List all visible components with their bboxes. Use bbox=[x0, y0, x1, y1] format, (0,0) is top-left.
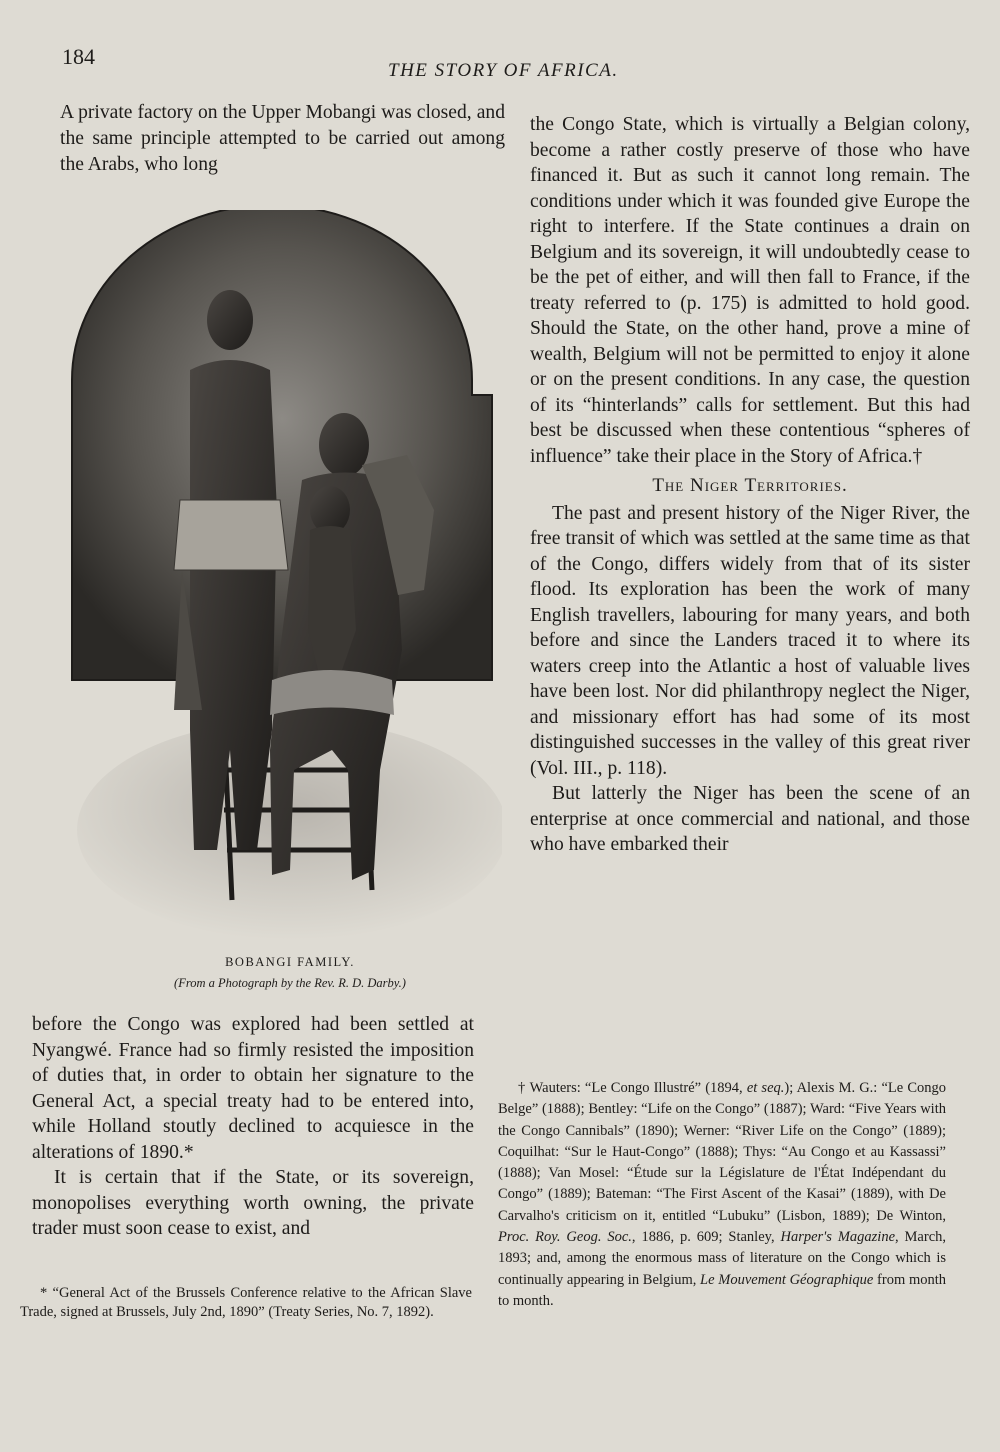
left-column-top bbox=[60, 100, 505, 178]
footnote-text: † Wauters: “Le Congo Illustré” (1894, bbox=[518, 1080, 747, 1096]
caption-credit: (From a Photograph by the Rev. R. D. Darby.) bbox=[174, 976, 406, 990]
footnote-left: * “General Act of the Brussels Conference relative to the African Slave Trade, signed at Brussels, July 2nd, 1890” (Treaty Series, No. 7, 1892). bbox=[20, 1285, 472, 1320]
footnote-text: , March, 1893; and, among the enormous mass of literature on the Congo which is continually appearing in Belgium, bbox=[498, 1229, 947, 1288]
footnote-italic: Proc. Roy. Geog. Soc. bbox=[498, 1229, 632, 1246]
bobangi-family-photograph bbox=[62, 210, 502, 950]
paragraph: It is certain that if the State, or its sovereign, monopolises everything worth owning, the private trader must soon cease to exist, and bbox=[32, 1167, 474, 1239]
section-heading: The Niger Territories. bbox=[652, 475, 848, 496]
paragraph: the Congo State, which is virtually a Belgian colony, become a rather costly preserve of those who have financed it. But as such it cannot long remain. The conditions under which it was founded give Europe the right to interfere. If the State continues a drain on Belgium and its sovereign, it will undoubtedly cease to be the pet of either, and will then fall to France, if the treaty referred to (p. 175) is admitted to hold good. Should the State, on the other hand, prove a mine of wealth, Belgium will not be permitted to enjoy it alone or on the present conditions. In any case, the question of its “hinterlands” calls for settlement. But this had best be discussed when these contentious “spheres of influence” take their place in the Story of Africa.† bbox=[530, 114, 970, 467]
footnote-italic: et seq. bbox=[746, 1080, 785, 1096]
left-column-bottom bbox=[32, 1012, 474, 1242]
paragraph: A private factory on the Upper Mobangi was closed, and the same principle attempted to be carried out among the Arabs, who long bbox=[60, 102, 505, 175]
footnote-right bbox=[498, 1078, 946, 1312]
page-number: 184 bbox=[62, 44, 95, 69]
footnote-italic: Harper's Magazine bbox=[780, 1229, 896, 1246]
running-head: THE STORY OF AFRICA. bbox=[388, 60, 619, 81]
caption-title: BOBANGI FAMILY. bbox=[225, 955, 355, 969]
footnote-text: , 1886, p. 609; Stanley, bbox=[631, 1229, 781, 1246]
paragraph: before the Congo was explored had been settled at Nyangwé. France had so firmly resisted the imposition of duties that, in order to obtain her signature to the General Act, a special treaty had to be entered into, while Holland stoutly declined to acquiesce in the alterations of 1890.* bbox=[32, 1014, 474, 1163]
photograph-figure bbox=[62, 210, 502, 950]
footnote-italic: Le Mouvement Géographique bbox=[700, 1271, 874, 1288]
paragraph: The past and present history of the Niger River, the free transit of which was settled at the same time as that of the Congo, differs widely from that of its sister flood. Its exploration has been the work of many English travellers, labouring for many years, and both before and since the Landers traced it to where its waters creep into the Atlantic a host of valuable lives have been lost. Nor did philanthropy neglect the Niger, and missionary effort has had some of its most distinguished successes in the valley of this great river (Vol. III., p. 118). bbox=[530, 502, 970, 779]
footnote-text: ); Alexis M. G.: “Le Congo Belge” (1888); Bentley: “Life on the Congo” (1887); Ward: “Five Years with the Congo Cannibals” (1890); Werner: “River Life on the Congo” (1889); Coquilhat: “Sur le Haut-Congo” (1888); Thys: “Au Congo et au Kassassi” (1888); Van Mosel: “Étude sur la Législature de l'État Indépendant du Congo” (1889); Bateman: “The First Ascent of the Kasai” (1889), with De Carvalho's criticism on it, entitled “Lubuku” (Lisbon, 1889); De Winton, bbox=[498, 1080, 947, 1224]
paragraph: But latterly the Niger has been the scene of an enterprise at once commercial and national, and those who have embarked their bbox=[530, 783, 970, 855]
figure-caption bbox=[100, 955, 480, 991]
footnote-text: from month to month. bbox=[498, 1271, 947, 1309]
right-column bbox=[530, 112, 970, 858]
